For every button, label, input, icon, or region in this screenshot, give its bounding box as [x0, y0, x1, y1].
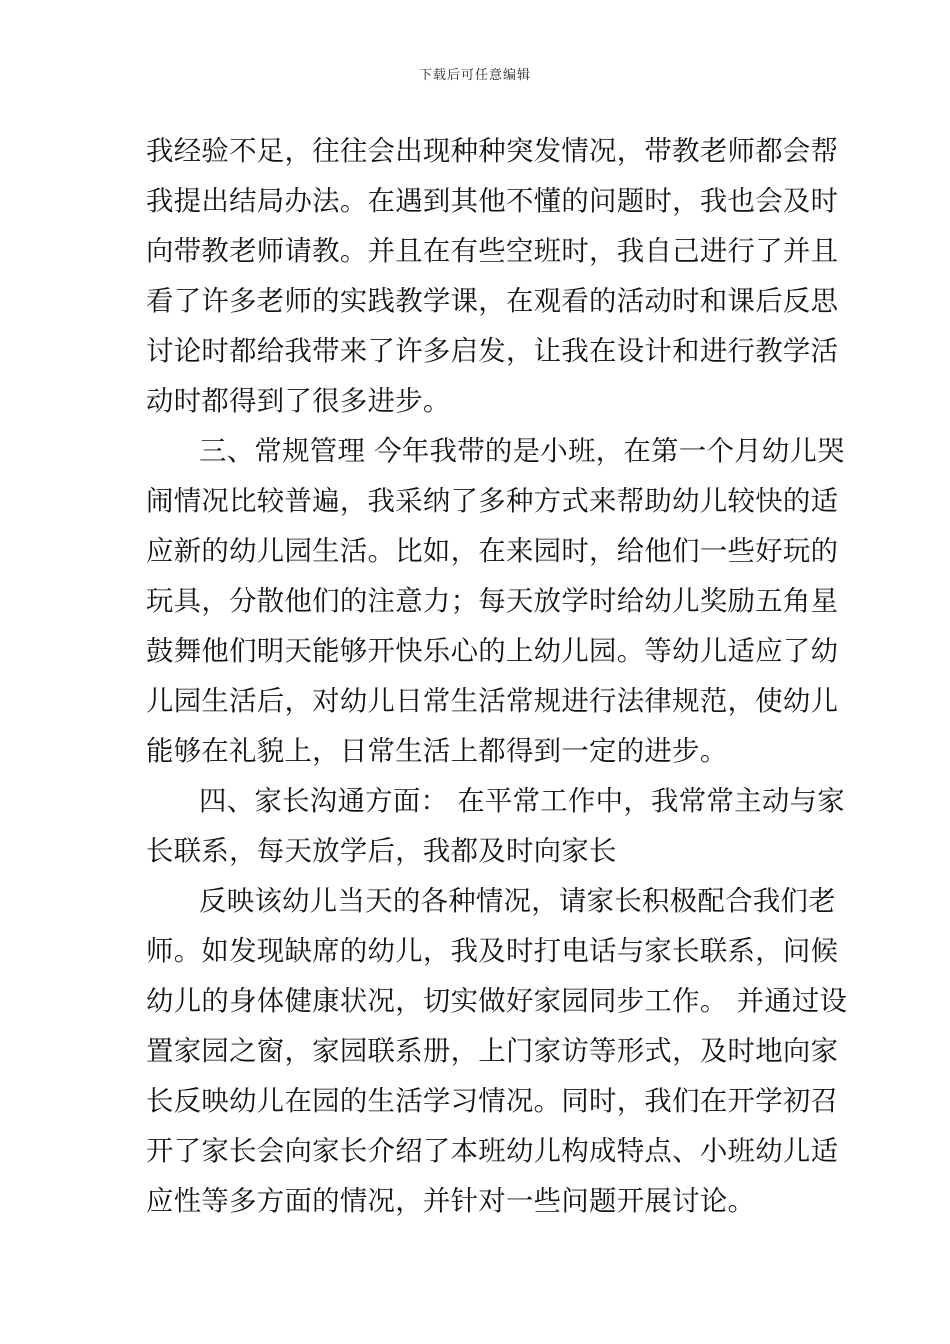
- text-line: 讨论时都给我带来了许多启发，让我在设计和进行教学活: [146, 336, 839, 367]
- text-line: 长联系，每天放学后，我都及时向家长: [146, 836, 617, 867]
- text-line: 我经验不足，往往会出现种种突发情况，带教老师都会帮: [146, 136, 839, 167]
- text-line: 四、家长沟通方面： 在平常工作中，我常常主动与家: [199, 786, 845, 817]
- text-line: 置家园之窗，家园联系册，上门家访等形式，及时地向家: [146, 1036, 839, 1067]
- text-line: 闹情况比较普遍，我采纳了多种方式来帮助幼儿较快的适: [146, 486, 839, 517]
- text-line: 向带教老师请教。并且在有些空班时，我自己进行了并且: [146, 236, 839, 267]
- text-line: 应性等多方面的情况，并针对一些问题开展讨论。: [146, 1186, 756, 1217]
- text-line: 师。如发现缺席的幼儿，我及时打电话与家长联系，问候: [146, 936, 839, 967]
- paragraph: [146, 777, 845, 877]
- text-line: 长反映幼儿在园的生活学习情况。同时，我们在开学初召: [146, 1086, 839, 1117]
- text-line: 反映该幼儿当天的各种情况，请家长积极配合我们老: [199, 886, 836, 917]
- paragraph: [146, 877, 848, 1227]
- text-line: 动时都得到了很多进步。: [146, 386, 451, 417]
- page-header-note: 下载后可任意编辑: [418, 68, 531, 83]
- text-line: 鼓舞他们明天能够开快乐心的上幼儿园。等幼儿适应了幼: [146, 636, 839, 667]
- text-line: 开了家长会向家长介绍了本班幼儿构成特点、小班幼儿适: [146, 1136, 839, 1167]
- document-body: [146, 127, 848, 1227]
- text-line: 应新的幼儿园生活。比如，在来园时，给他们一些好玩的: [146, 536, 839, 567]
- text-line: 幼儿的身体健康状况，切实做好家园同步工作。 并通过设: [146, 986, 848, 1017]
- paragraph: [146, 127, 839, 427]
- text-line: 三、常规管理 今年我带的是小班，在第一个月幼儿哭: [199, 436, 845, 467]
- text-line: 看了许多老师的实践教学课，在观看的活动时和课后反思: [146, 286, 839, 317]
- text-line: 我提出结局办法。在遇到其他不懂的问题时，我也会及时: [146, 186, 839, 217]
- text-line: 玩具，分散他们的注意力；每天放学时给幼儿奖励五角星: [146, 586, 839, 617]
- text-line: 儿园生活后，对幼儿日常生活常规进行法律规范，使幼儿: [146, 686, 839, 717]
- text-line: 能够在礼貌上，日常生活上都得到一定的进步。: [146, 736, 728, 767]
- paragraph: [146, 427, 845, 777]
